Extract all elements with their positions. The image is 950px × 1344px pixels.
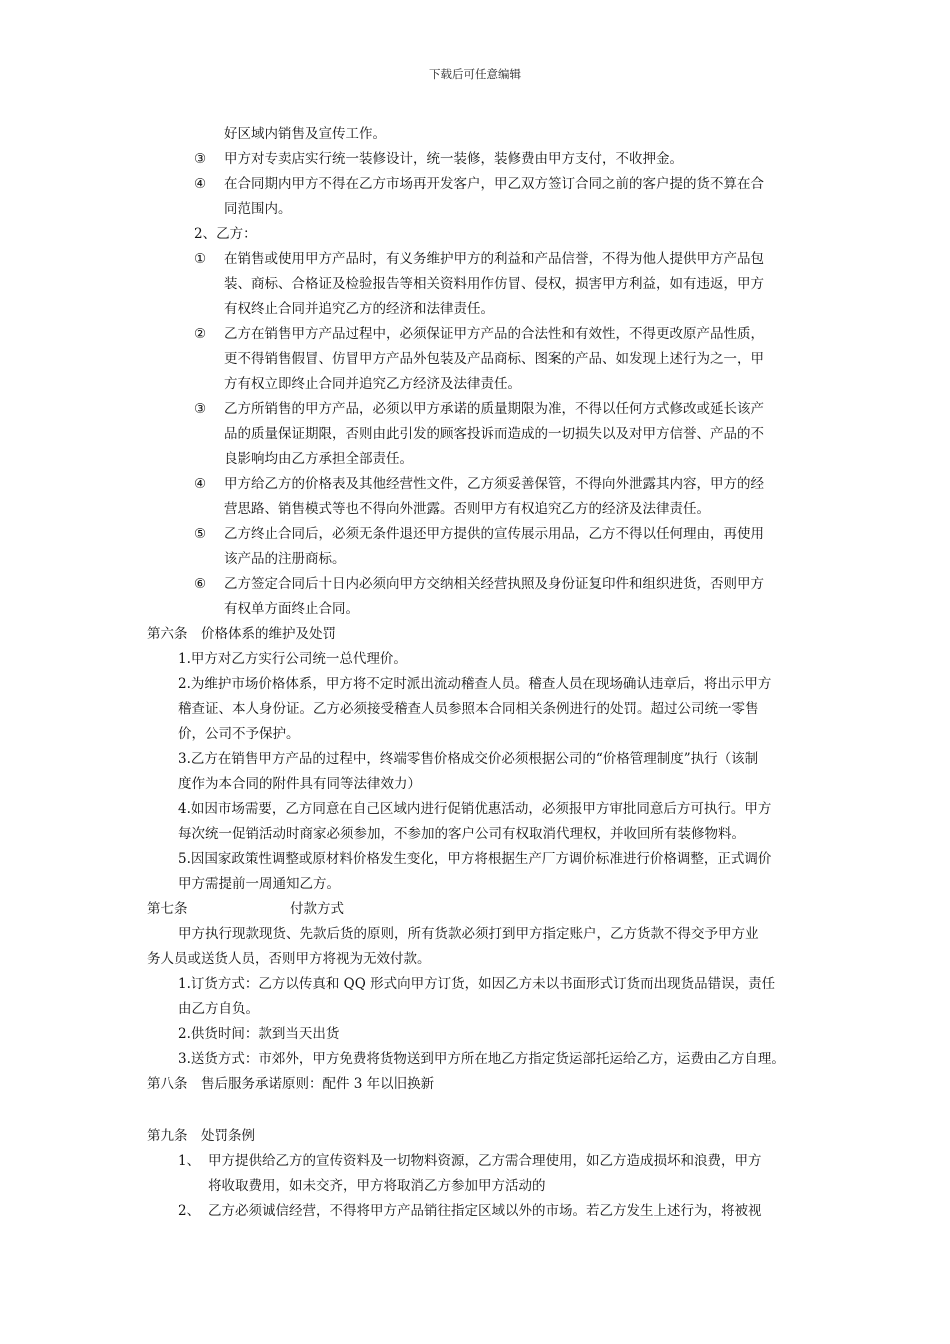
paragraph: 1.甲方对乙方实行公司统一总代理价。 <box>178 651 407 667</box>
list-item: ④ 甲方给乙方的价格表及其他经营性文件，乙方须妥善保管，不得向外泄露其内容，甲方的经 营思路、销售模式等也不得向外泄露。否则甲方有权追究乙方的经济及法律责任。 <box>0 472 950 522</box>
list-item: ② 乙方在销售甲方产品过程中，必须保证甲方产品的合法性和有效性，不得更改原产品性质， 更不得销售假冒、仿冒甲方产品外包装及产品商标、图案的产品、如发现上述行为之一，甲 方有权立即终止合同并追究乙方经济及法律责任。 <box>0 322 950 397</box>
paragraph: 4.如因市场需要，乙方同意在自己区域内进行促销优惠活动，必须报甲方审批同意后方可执行。甲方 每次统一促销活动时商家必须参加，不参加的客户公司有权取消代理权，并收回所有装修物料。 <box>178 801 772 842</box>
list-item: ⑤ 乙方终止合同后，必须无条件退还甲方提供的宣传展示用品，乙方不得以任何理由，再使用 该产品的注册商标。 <box>0 522 950 572</box>
paragraph: 5.因国家政策性调整或原材料价格发生变化，甲方将根据生产厂方调价标准进行价格调整，正式调价 甲方需提前一周通知乙方。 <box>178 851 772 892</box>
article-6-title: 第六条 价格体系的维护及处罚 <box>147 626 336 642</box>
section-heading: 2、乙方： <box>194 226 257 242</box>
paragraph: 2.为维护市场价格体系，甲方将不定时派出流动稽查人员。稽查人员在现场确认违章后，将出示甲方 稽查证、本人身份证。乙方必须接受稽查人员参照本合同相关条例进行的处罚。超过公司统一零售 价，公司不予保护。 <box>178 676 772 742</box>
item-marker: ④ <box>194 176 207 192</box>
item-marker: ③ <box>194 401 207 417</box>
item-marker: 2、 <box>178 1203 201 1219</box>
list-item: ③ 乙方所销售的甲方产品，必须以甲方承诺的质量期限为准，不得以任何方式修改或延长该产 品的质量保证期限，否则由此引发的顾客投诉而造成的一切损失以及对甲方信誉、产品的不 良影响均由乙方承担全部责任。 <box>0 397 950 472</box>
list-item: 2、 乙方必须诚信经营，不得将甲方产品销往指定区域以外的市场。若乙方发生上述行为，将被视 <box>0 1199 950 1224</box>
list-item: 1、 甲方提供给乙方的宣传资料及一切物料资源，乙方需合理使用，如乙方造成损坏和浪费，甲方 将收取费用，如未交齐，甲方将取消乙方参加甲方活动的 <box>0 1149 950 1199</box>
item-marker: ① <box>194 251 207 267</box>
item-marker: 1、 <box>178 1153 201 1169</box>
article-9-title: 第九条 处罚条例 <box>147 1128 255 1144</box>
paragraph: 3.送货方式：市郊外，甲方免费将货物送到甲方所在地乙方指定货运部托运给乙方，运费由乙方自理。 <box>178 1051 785 1067</box>
paragraph: 甲方执行现款现货、先款后货的原则，所有货款必须打到甲方指定账户，乙方货款不得交予甲方业 务人员或送货人员，否则甲方将视为无效付款。 <box>147 926 759 967</box>
list-item: ① 在销售或使用甲方产品时，有义务维护甲方的利益和产品信誉，不得为他人提供甲方产品包 装、商标、合格证及检验报告等相关资料用作仿冒、侵权，损害甲方利益，如有违返，甲方 有权终止合同并追究乙方的经济和法律责任。 <box>0 247 950 322</box>
item-marker: ② <box>194 326 207 342</box>
paragraph: 3.乙方在销售甲方产品的过程中，终端零售价格成交价必须根据公司的“价格管理制度”执行（该制 度作为本合同的附件具有同等法律效力） <box>178 751 759 792</box>
item-marker: ③ <box>194 151 207 167</box>
paragraph: 2.供货时间：款到当天出货 <box>178 1026 340 1042</box>
item-marker: ⑤ <box>194 526 207 542</box>
spacer <box>0 1097 950 1124</box>
article-7-title: 第七条 付款方式 <box>147 901 344 917</box>
item-marker: ④ <box>194 476 207 492</box>
list-item: ⑥ 乙方签定合同后十日内必须向甲方交纳相关经营执照及身份证复印件和组织进货，否则甲方 有权单方面终止合同。 <box>0 572 950 622</box>
list-item: ③ 甲方对专卖店实行统一装修设计，统一装修，装修费由甲方支付，不收押金。 <box>0 147 950 172</box>
contract-body <box>0 122 950 1224</box>
paragraph: 1.订货方式：乙方以传真和 QQ 形式向甲方订货，如因乙方未以书面形式订货而出现货品错误，责任 由乙方自负。 <box>178 976 776 1017</box>
article-8-title: 第八条 售后服务承诺原则：配件 3 年以旧换新 <box>147 1076 435 1092</box>
item-marker: ⑥ <box>194 576 207 592</box>
text-line: 好区域内销售及宣传工作。 <box>224 126 386 142</box>
page-header: 下载后可任意编辑 <box>429 67 521 81</box>
list-item: ④ 在合同期内甲方不得在乙方市场再开发客户，甲乙双方签订合同之前的客户提的货不算在合 同范围内。 <box>0 172 950 222</box>
